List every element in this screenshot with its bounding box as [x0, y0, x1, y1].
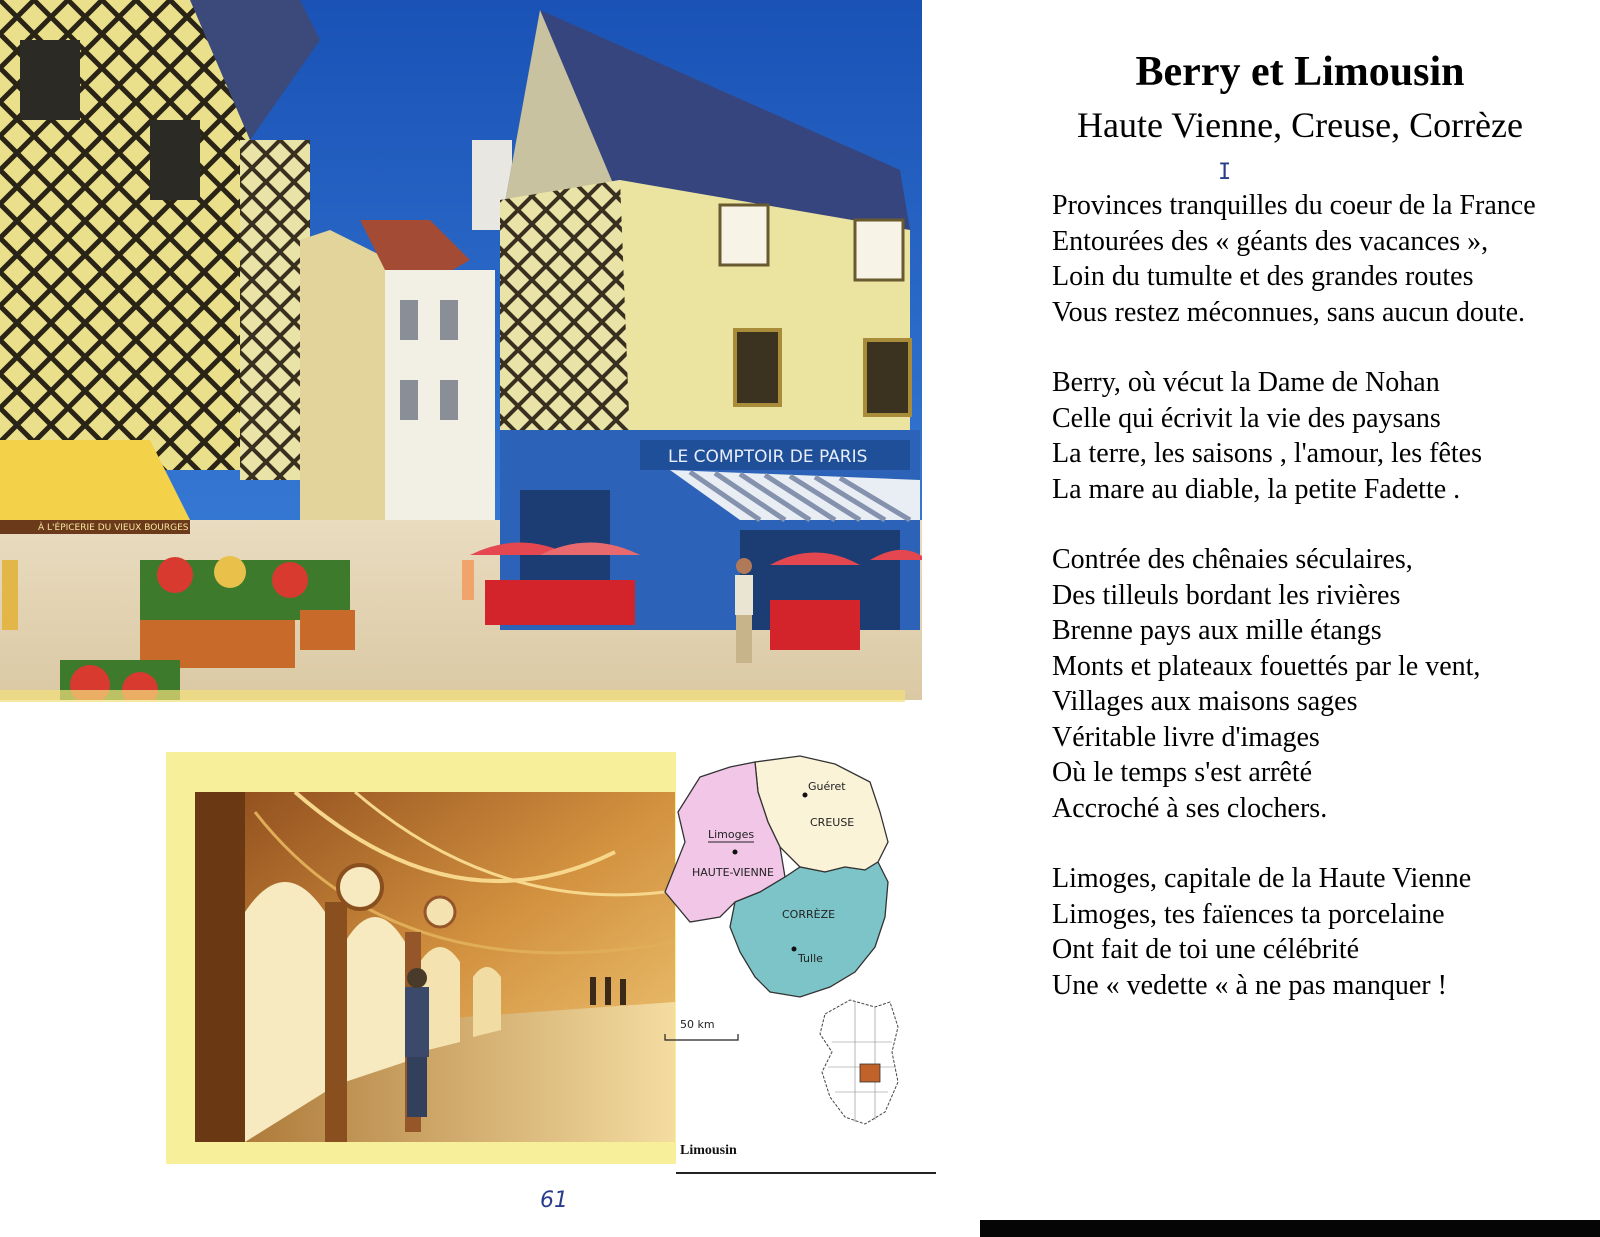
verse: Vous restez méconnues, sans aucun doute.: [1052, 296, 1526, 328]
street-photo: [0, 0, 922, 724]
verse: Entourées des « géants des vacances »,: [1052, 225, 1489, 257]
stanza-4: [1052, 861, 1600, 1003]
verse: Véritable livre d'images: [1052, 721, 1320, 753]
map-caption-rule: [676, 1172, 936, 1174]
scan-edge-bar: [980, 1220, 1600, 1237]
map-city-limoges: Limoges: [708, 828, 755, 841]
verse: Berry, où vécut la Dame de Nohan: [1052, 367, 1440, 398]
map-city-gueret: Guéret: [808, 780, 846, 793]
map-dept-correze: CORRÈZE: [782, 908, 836, 921]
poem-subtitle: Haute Vienne, Creuse, Corrèze: [1077, 105, 1523, 145]
map-dept-creuse: CREUSE: [810, 816, 855, 829]
poem-section-numeral: I: [1218, 160, 1232, 185]
map-city-tulle: Tulle: [798, 952, 823, 965]
limousin-map: [660, 752, 930, 1172]
verse: La mare au diable, la petite Fadette .: [1052, 473, 1461, 505]
verse: Monts et plateaux fouettés par le vent,: [1052, 650, 1481, 682]
verse: Des tilleuls bordant les rivières: [1052, 579, 1401, 611]
stanza-3: [1052, 542, 1600, 826]
map-scale-bar: [665, 1034, 738, 1040]
verse: Où le temps s'est arrêté: [1052, 757, 1313, 788]
france-locator-map: [820, 1000, 898, 1124]
poem-body: [1052, 188, 1600, 1038]
map-caption: Limousin: [680, 1143, 737, 1158]
map-scale-label: 50 km: [680, 1018, 715, 1031]
verse: Loin du tumulte et des grandes routes: [1052, 261, 1474, 292]
poem-title: Berry et Limousin: [1135, 49, 1465, 95]
verse: La terre, les saisons , l'amour, les fêtes: [1052, 438, 1483, 469]
stanza-1: [1052, 188, 1600, 330]
verse: Limoges, tes faïences ta porcelaine: [1052, 898, 1445, 930]
verse: Provinces tranquilles du coeur de la France: [1052, 190, 1536, 221]
verse: Celle qui écrivit la vie des paysans: [1052, 402, 1441, 434]
page-number: 61: [540, 1188, 568, 1213]
locator-highlight: [860, 1064, 880, 1082]
cafe-sign: LE COMPTOIR DE PARIS: [668, 447, 868, 467]
map-dept-haute-vienne: HAUTE-VIENNE: [692, 866, 774, 879]
verse: Contrée des chênaies séculaires,: [1052, 544, 1413, 575]
verse: Accroché à ses clochers.: [1052, 792, 1328, 824]
awning-text: À L'ÉPICERIE DU VIEUX BOURGES: [38, 523, 189, 533]
verse: Brenne pays aux mille étangs: [1052, 615, 1382, 646]
verse: Limoges, capitale de la Haute Vienne: [1052, 863, 1472, 894]
verse: Villages aux maisons sages: [1052, 686, 1358, 717]
verse: Ont fait de toi une célébrité: [1052, 934, 1360, 965]
verse: Une « vedette « à ne pas manquer !: [1052, 969, 1447, 1001]
cloister-photo: [195, 792, 675, 1142]
stanza-2: [1052, 365, 1600, 507]
